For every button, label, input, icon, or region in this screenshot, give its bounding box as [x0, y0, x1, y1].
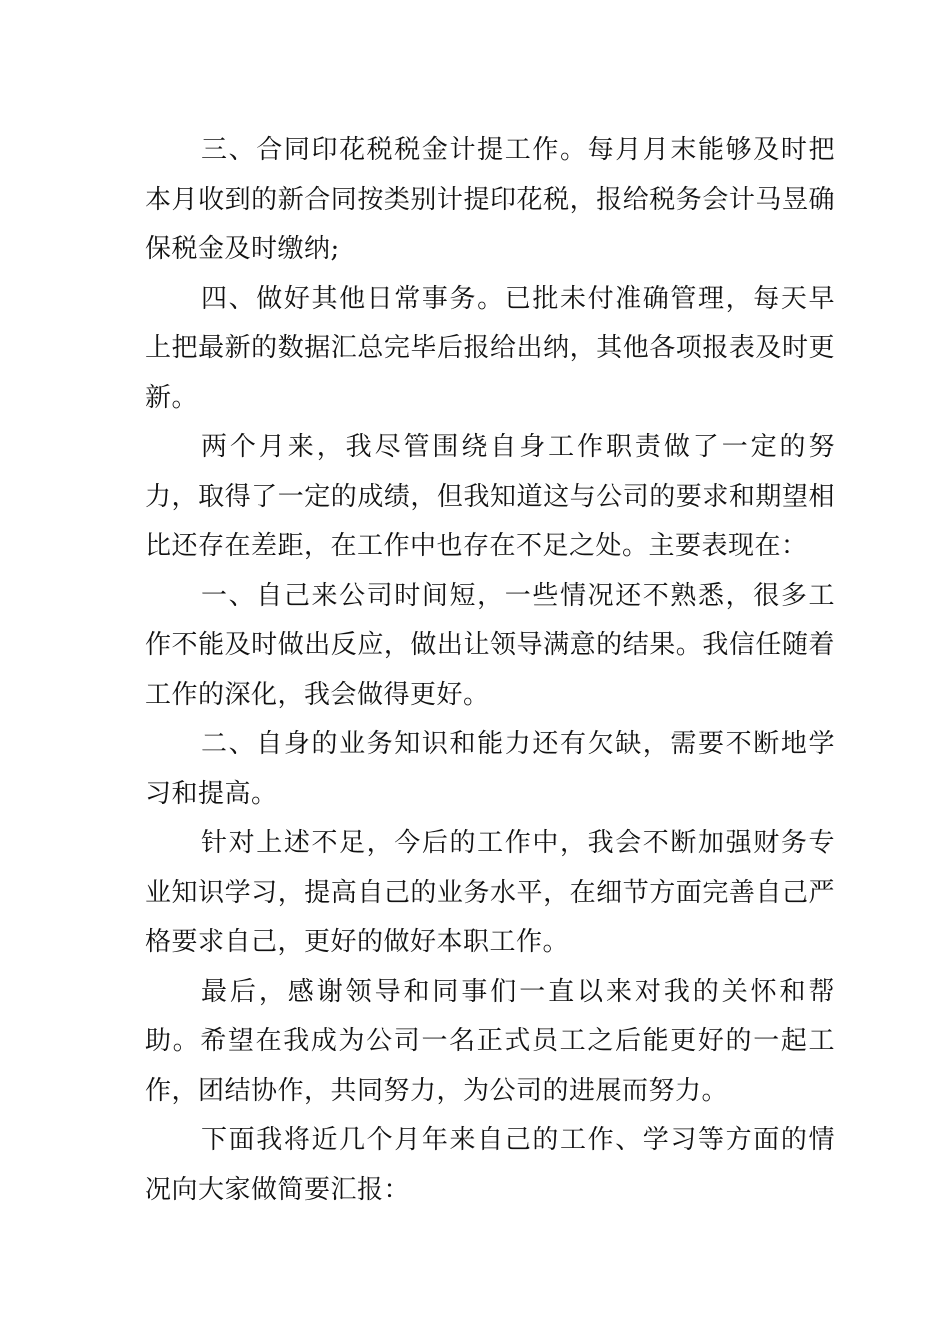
paragraph-shortcoming-two: 二、自身的业务知识和能力还有欠缺，需要不断地学习和提高。	[145, 729, 835, 809]
paragraph-daily-affairs: 四、做好其他日常事务。已批未付准确管理，每天早上把最新的数据汇总完毕后报给出纳，其他各项报表及时更新。	[145, 283, 835, 413]
document-body	[145, 126, 835, 1215]
paragraph-improvement-plan: 针对上述不足，今后的工作中，我会不断加强财务专业知识学习，提高自己的业务水平，在细节方面完善自己严格要求自己，更好的做好本职工作。	[145, 828, 835, 957]
paragraph-two-months-summary: 两个月来，我尽管围绕自身工作职责做了一定的努力，取得了一定的成绩，但我知道这与公司的要求和期望相比还存在差距，在工作中也存在不足之处。主要表现在：	[145, 432, 835, 561]
paragraph-thanks: 最后，感谢领导和同事们一直以来对我的关怀和帮助。希望在我成为公司一名正式员工之后能更好的一起工作，团结协作，共同努力，为公司的进展而努力。	[145, 976, 835, 1106]
paragraph-shortcoming-one: 一、自己来公司时间短，一些情况还不熟悉，很多工作不能及时做出反应，做出让领导满意的结果。我信任随着工作的深化，我会做得更好。	[145, 580, 835, 710]
paragraph-report-intro: 下面我将近几个月年来自己的工作、学习等方面的情况向大家做简要汇报：	[145, 1125, 835, 1205]
paragraph-contract-stamp-tax: 三、合同印花税税金计提工作。每月月末能够及时把本月收到的新合同按类别计提印花税，报给税务会计马昱确保税金及时缴纳;	[145, 135, 835, 264]
